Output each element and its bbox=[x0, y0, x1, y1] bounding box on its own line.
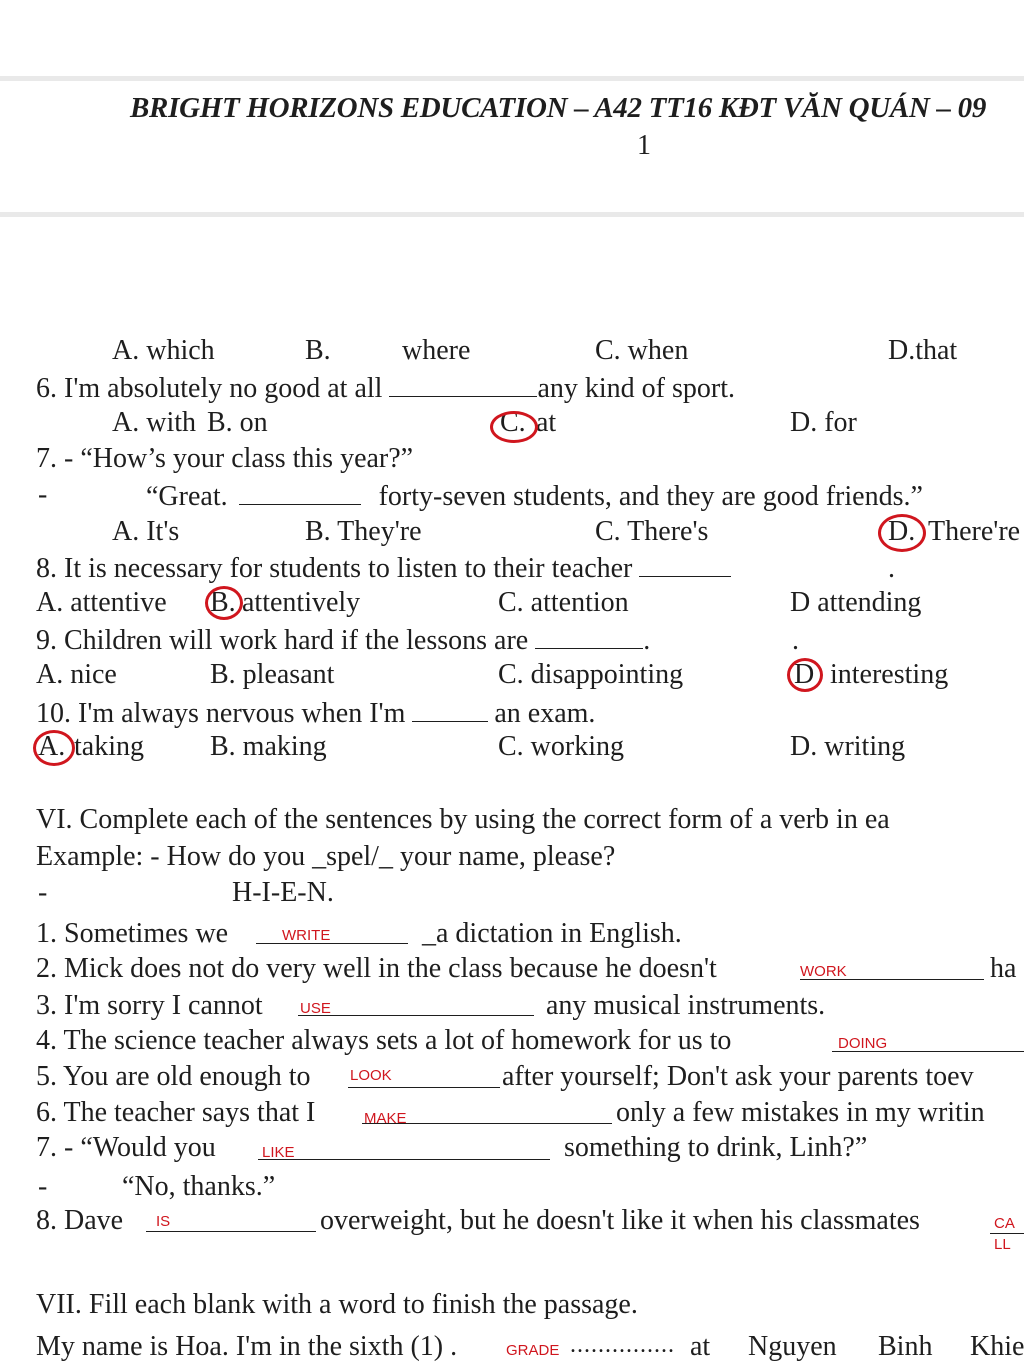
q8-option-d: D attending bbox=[790, 587, 922, 618]
s6-item-3-end: any musical instruments. bbox=[546, 990, 826, 1021]
q9-stem-text: 9. Children will work hard if the lessons are bbox=[36, 625, 529, 656]
q9-option-d-text: interesting bbox=[830, 659, 949, 690]
q10-stem-end: an exam. bbox=[494, 698, 596, 729]
q6-option-c-text: at bbox=[536, 407, 557, 438]
section7-answer-1: GRADE bbox=[506, 1342, 560, 1359]
q7-option-c: C. There's bbox=[595, 516, 709, 547]
s6-item-7-end: something to drink, Linh?” bbox=[564, 1132, 868, 1163]
s6-item-6-start: 6. The teacher says that I bbox=[36, 1097, 316, 1128]
section6-example: Example: - How do you _spel/_ your name, please? bbox=[36, 841, 616, 872]
section7-line-start: My name is Hoa. I'm in the sixth (1) . bbox=[36, 1331, 458, 1362]
q8-option-b: B. bbox=[210, 587, 236, 618]
q9-blank bbox=[535, 622, 643, 649]
q8-option-b-text: attentively bbox=[242, 587, 361, 618]
section6-example-dash: - bbox=[38, 877, 48, 908]
s6-item-3-blank bbox=[298, 1015, 534, 1016]
header-bottom-rule bbox=[0, 212, 1024, 217]
q6-option-c: C. bbox=[500, 407, 526, 438]
q5-option-d: D.that bbox=[888, 335, 958, 366]
q7-option-a: A. It's bbox=[112, 516, 180, 547]
section7-title: VII. Fill each blank with a word to finish the passage. bbox=[36, 1289, 638, 1320]
s6-item-2-end: ha bbox=[990, 953, 1017, 984]
s6-item-5-blank bbox=[348, 1087, 500, 1088]
s6-item-1-start: 1. Sometimes we bbox=[36, 918, 229, 949]
q9-dot: . bbox=[792, 625, 799, 656]
q8-dot: . bbox=[888, 553, 895, 584]
section7-word-at: at bbox=[690, 1331, 711, 1362]
q6-stem-end: any kind of sport. bbox=[537, 373, 735, 404]
s6-item-4-answer: DOING bbox=[838, 1035, 888, 1052]
s6-item-8-start: 8. Dave bbox=[36, 1205, 124, 1236]
s6-item-7-answer: LIKE bbox=[262, 1144, 295, 1161]
page-number: 1 bbox=[637, 130, 651, 161]
q9-option-b: B. pleasant bbox=[210, 659, 335, 690]
q5-option-c: C. when bbox=[595, 335, 689, 366]
s6-item-1-end: _a dictation in English. bbox=[422, 918, 682, 949]
s6-item-2-answer: WORK bbox=[800, 963, 847, 980]
q10-option-d: D. writing bbox=[790, 731, 906, 762]
q9-option-d: D bbox=[794, 659, 815, 690]
q7-option-d-text: There're bbox=[928, 516, 1021, 547]
header-top-rule bbox=[0, 76, 1024, 81]
section6-example-reply: H-I-E-N. bbox=[232, 877, 334, 908]
s6-item-5-answer: LOOK bbox=[350, 1067, 392, 1084]
s6-item-2-start: 2. Mick does not do very well in the class because he doesn't bbox=[36, 953, 717, 984]
q8-option-a: A. attentive bbox=[36, 587, 167, 618]
q7-reply bbox=[146, 478, 923, 514]
q7-reply-end: forty-seven students, and they are good friends.” bbox=[378, 481, 923, 512]
q10-answer-circle bbox=[33, 730, 75, 766]
q7-dash: - bbox=[38, 479, 48, 510]
q9-stem-end: . bbox=[643, 625, 651, 656]
q7-option-d: D. bbox=[888, 516, 916, 547]
q6-blank bbox=[389, 370, 537, 397]
s6-item-7-start: 7. - “Would you bbox=[36, 1132, 216, 1163]
q7-blank bbox=[239, 478, 361, 505]
q7-reply-start: “Great. bbox=[146, 481, 228, 512]
s6-item-8-answer-2a: CA bbox=[994, 1215, 1015, 1232]
q8-option-c: C. attention bbox=[498, 587, 629, 618]
q6-stem bbox=[36, 370, 735, 406]
q10-stem bbox=[36, 695, 595, 731]
s6-item-5-start: 5. You are old enough to bbox=[36, 1061, 311, 1092]
s6-item-8-blank-2 bbox=[990, 1233, 1024, 1234]
q6-option-a: A. with bbox=[112, 407, 196, 438]
q7-answer-circle bbox=[878, 514, 926, 552]
s6-item-8-blank bbox=[146, 1231, 316, 1232]
q8-answer-circle bbox=[205, 586, 243, 620]
q8-blank bbox=[639, 550, 731, 577]
q10-blank bbox=[412, 695, 488, 722]
s6-item-5-end: after yourself; Don't ask your parents toev bbox=[502, 1061, 974, 1092]
q5-option-b: B. bbox=[305, 335, 331, 366]
s6-item-3-start: 3. I'm sorry I cannot bbox=[36, 990, 263, 1021]
s6-item-8-end: overweight, but he doesn't like it when his classmates bbox=[320, 1205, 920, 1236]
q9-option-a: A. nice bbox=[36, 659, 117, 690]
header-title: BRIGHT HORIZONS EDUCATION – A42 TT16 KĐT VĂN QUÁN – 09 bbox=[130, 92, 987, 124]
s6-item-8-answer: IS bbox=[156, 1213, 171, 1230]
section6-title: VI. Complete each of the sentences by using the correct form of a verb in ea bbox=[36, 804, 890, 835]
section7-word-nguyen: Nguyen bbox=[748, 1331, 837, 1362]
q7-option-b: B. They're bbox=[305, 516, 422, 547]
s6-item-1-blank bbox=[256, 943, 408, 944]
s6-item-4-start: 4. The science teacher always sets a lot of homework for us to bbox=[36, 1025, 732, 1056]
s6-item-3-answer: USE bbox=[300, 1000, 331, 1017]
q8-stem bbox=[36, 550, 731, 586]
s6-item-7-reply-dash: - bbox=[38, 1171, 48, 1202]
section7-blank-dots: ............... bbox=[570, 1332, 675, 1358]
q9-option-c: C. disappointing bbox=[498, 659, 684, 690]
q10-option-c: C. working bbox=[498, 731, 624, 762]
s6-item-6-end: only a few mistakes in my writin bbox=[616, 1097, 985, 1128]
section7-word-khie: Khie bbox=[970, 1331, 1024, 1362]
s6-item-7-reply: “No, thanks.” bbox=[122, 1171, 276, 1202]
q8-stem-text: 8. It is necessary for students to listen to their teacher bbox=[36, 553, 633, 584]
q6-answer-circle bbox=[490, 411, 538, 443]
q7-stem: 7. - “How’s your class this year?” bbox=[36, 443, 414, 474]
q9-answer-circle bbox=[787, 658, 823, 692]
q6-option-b: B. on bbox=[207, 407, 268, 438]
s6-item-7-blank bbox=[258, 1159, 550, 1160]
section7-word-binh: Binh bbox=[878, 1331, 933, 1362]
q9-stem bbox=[36, 622, 650, 658]
q6-option-d: D. for bbox=[790, 407, 857, 438]
q10-option-a: A. bbox=[38, 731, 66, 762]
q5-option-a: A. which bbox=[112, 335, 215, 366]
q10-stem-start: 10. I'm always nervous when I'm bbox=[36, 698, 406, 729]
q10-option-b: B. making bbox=[210, 731, 327, 762]
s6-item-6-answer: MAKE bbox=[364, 1110, 407, 1127]
s6-item-8-answer-2b: LL bbox=[994, 1236, 1011, 1253]
q5-option-b-text: where bbox=[402, 335, 471, 366]
q10-option-a-text: taking bbox=[74, 731, 144, 762]
q6-stem-start: 6. I'm absolutely no good at all bbox=[36, 373, 383, 404]
s6-item-1-answer: WRITE bbox=[282, 927, 331, 944]
